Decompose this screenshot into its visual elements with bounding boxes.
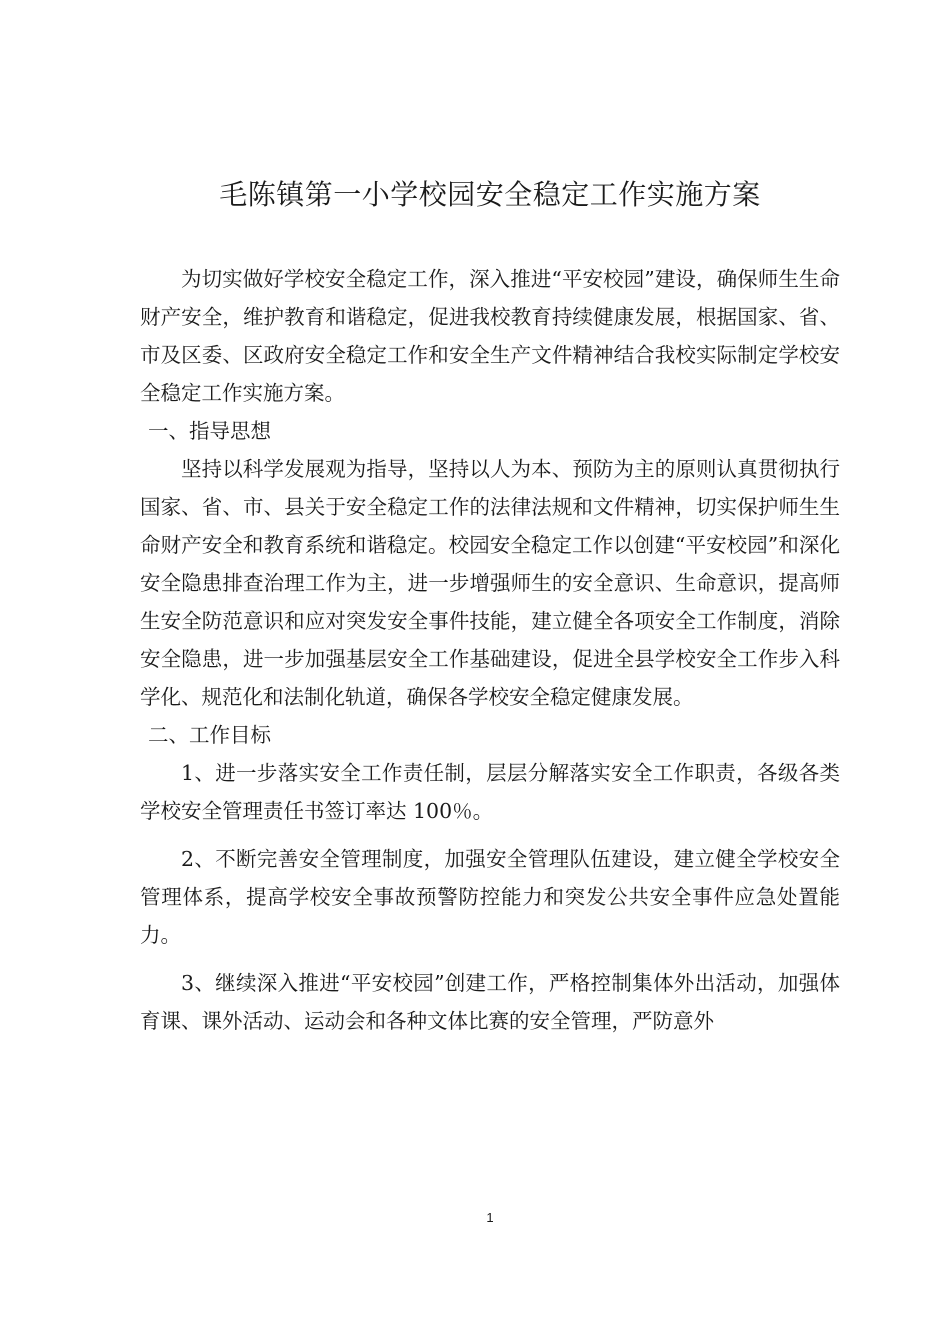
page-number: 1 [486,1210,494,1225]
section-heading-work-goals: 二、工作目标 [148,723,271,747]
document-body [140,260,840,1050]
section-heading-guiding-ideology: 一、指导思想 [148,419,271,443]
guiding-ideology-paragraph: 坚持以科学发展观为指导，坚持以人为本、预防为主的原则认真贯彻执行国家、省、市、县关于安全稳定工作的法律法规和文件精神，切实保护师生生命财产安全和教育系统和谐稳定。校园安全稳定工作以创建“平安校园”和深化安全隐患排查治理工作为主，进一步增强师生的安全意识、生命意识，提高师生安全防范意识和应对突发安全事件技能，建立健全各项安全工作制度，消除安全隐患，进一步加强基层安全工作基础建设，促进全县学校安全工作步入科学化、规范化和法制化轨道，确保各学校安全稳定健康发展。 [140,457,840,709]
intro-paragraph: 为切实做好学校安全稳定工作，深入推进“平安校园”建设，确保师生生命财产安全，维护教育和谐稳定，促进我校教育持续健康发展，根据国家、省、市及区委、区政府安全稳定工作和安全生产文件精神结合我校实际制定学校安全稳定工作实施方案。 [140,267,840,405]
work-goal-item-3: 3、继续深入推进“平安校园”创建工作，严格控制集体外出活动，加强体育课、课外活动、运动会和各种文体比赛的安全管理，严防意外 [140,971,840,1033]
document-title: 毛陈镇第一小学校园安全稳定工作实施方案 [219,178,761,211]
work-goal-item-1: 1、进一步落实安全工作责任制，层层分解落实安全工作职责，各级各类学校安全管理责任书签订率达 100％。 [140,761,840,823]
work-goal-item-2: 2、不断完善安全管理制度，加强安全管理队伍建设，建立健全学校安全管理体系，提高学校安全事故预警防控能力和突发公共安全事件应急处置能力。 [140,847,840,947]
